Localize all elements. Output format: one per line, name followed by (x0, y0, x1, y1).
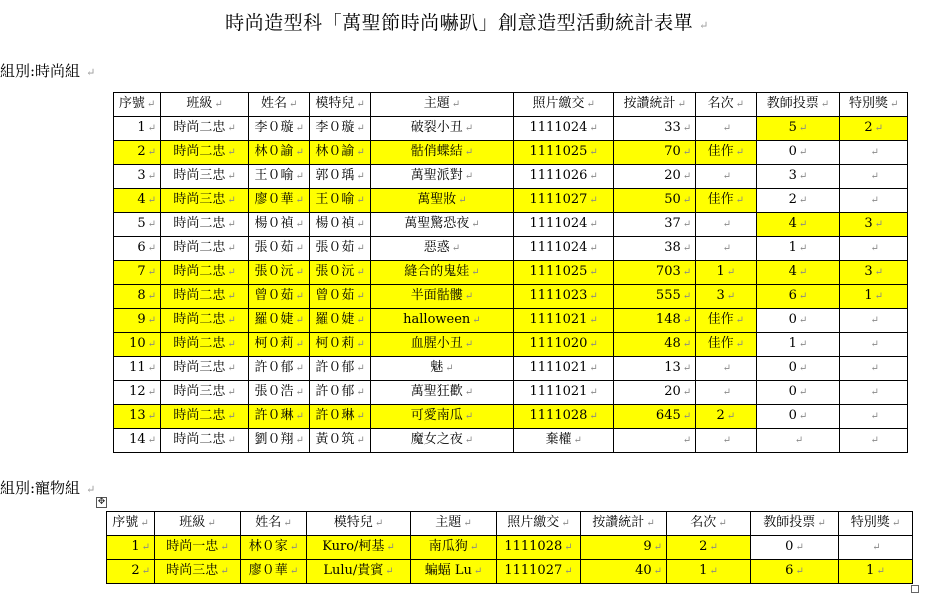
table-cell[interactable]: 廖０華 ↵ (241, 560, 307, 584)
table-cell[interactable]: 1 ↵ (696, 261, 756, 285)
table-cell[interactable]: 1 ↵ (107, 536, 155, 560)
table-cell[interactable]: 血腥小丑 ↵ (370, 333, 513, 357)
table-cell[interactable]: ↵ (840, 405, 908, 429)
table-cell[interactable]: 40 ↵ (581, 560, 667, 584)
table-cell[interactable]: 許０琳 ↵ (310, 405, 370, 429)
table-cell[interactable]: 0 ↵ (756, 141, 840, 165)
table-cell[interactable]: ↵ (614, 429, 696, 453)
column-header[interactable]: 特別獎 ↵ (840, 93, 908, 117)
table-row (114, 429, 908, 453)
table-cell[interactable]: 8 ↵ (114, 285, 161, 309)
table-cell[interactable]: 50 ↵ (614, 189, 696, 213)
table-cell[interactable]: 4 ↵ (756, 261, 840, 285)
table-cell[interactable]: 張０浩 ↵ (249, 381, 310, 405)
table-cell[interactable]: ↵ (696, 237, 756, 261)
table-row (114, 165, 908, 189)
table-cell[interactable]: 1111027 ↵ (514, 189, 614, 213)
table-cell[interactable]: 1111020 ↵ (514, 333, 614, 357)
column-header[interactable]: 教師投票 ↵ (756, 93, 840, 117)
table-cell[interactable]: ↵ (756, 429, 840, 453)
table-cell[interactable]: 48 ↵ (614, 333, 696, 357)
table-cell[interactable]: 萬聖妝 ↵ (370, 189, 513, 213)
table-cell[interactable]: 曾０茹 ↵ (310, 285, 370, 309)
table-cell[interactable]: ↵ (696, 117, 756, 141)
table-cell[interactable]: 1111028 ↵ (497, 536, 581, 560)
table-cell[interactable]: ↵ (839, 536, 913, 560)
table-cell[interactable]: 時尚三忠 ↵ (161, 381, 249, 405)
table-cell[interactable]: ↵ (840, 141, 908, 165)
column-header[interactable]: 班級 ↵ (155, 512, 241, 536)
table-cell[interactable]: 許０郁 ↵ (249, 357, 310, 381)
table-cell[interactable]: 0 ↵ (756, 357, 840, 381)
table-cell[interactable]: 7 ↵ (114, 261, 161, 285)
table-cell[interactable]: 可愛南瓜 ↵ (370, 405, 513, 429)
table-cell[interactable]: 時尚二忠 ↵ (161, 237, 249, 261)
table-cell[interactable]: 11 ↵ (114, 357, 161, 381)
table-cell[interactable]: 0 ↵ (756, 381, 840, 405)
table-row (107, 560, 913, 584)
table-cell[interactable]: 6 ↵ (751, 560, 839, 584)
table-cell[interactable]: 曾０茹 ↵ (249, 285, 310, 309)
table-cell[interactable]: 魅 ↵ (370, 357, 513, 381)
table-cell[interactable]: 許０郁 ↵ (310, 381, 370, 405)
table-row (114, 213, 908, 237)
table-cell[interactable]: 2 ↵ (114, 141, 161, 165)
table-cell[interactable]: 時尚一忠 ↵ (155, 536, 241, 560)
table-cell[interactable]: 時尚三忠 ↵ (155, 560, 241, 584)
table-cell[interactable]: 林０諭 ↵ (310, 141, 370, 165)
table-cell[interactable]: 破裂小丑 ↵ (370, 117, 513, 141)
column-header[interactable]: 主題 ↵ (411, 512, 497, 536)
table-cell[interactable]: 時尚三忠 ↵ (161, 189, 249, 213)
table-cell[interactable]: 楊０禎 ↵ (310, 213, 370, 237)
table-cell[interactable]: 時尚二忠 ↵ (161, 429, 249, 453)
table-cell[interactable]: 佳作 ↵ (696, 189, 756, 213)
table-cell[interactable]: 38 ↵ (614, 237, 696, 261)
table-cell[interactable]: 骷俏蝶結 ↵ (370, 141, 513, 165)
table-cell[interactable]: 37 ↵ (614, 213, 696, 237)
table-cell[interactable]: 703 ↵ (614, 261, 696, 285)
table-cell[interactable]: 時尚二忠 ↵ (161, 405, 249, 429)
table-cell[interactable]: 萬聖狂歡 ↵ (370, 381, 513, 405)
table-cell[interactable]: 5 ↵ (756, 117, 840, 141)
table-cell[interactable]: 李０璇 ↵ (310, 117, 370, 141)
column-header[interactable]: 按讚統計 ↵ (581, 512, 667, 536)
table-cell[interactable]: 羅０婕 ↵ (310, 309, 370, 333)
column-header[interactable]: 模特兒 ↵ (307, 512, 411, 536)
column-header[interactable]: 姓名 ↵ (249, 93, 310, 117)
table-cell[interactable]: 1111024 ↵ (514, 213, 614, 237)
table-cell[interactable]: 羅０婕 ↵ (249, 309, 310, 333)
table-cell[interactable]: 1 ↵ (840, 285, 908, 309)
column-header[interactable]: 按讚統計 ↵ (614, 93, 696, 117)
table-cell[interactable]: 張０茹 ↵ (310, 237, 370, 261)
table-cell[interactable]: 9 ↵ (114, 309, 161, 333)
table-cell[interactable]: 10 ↵ (114, 333, 161, 357)
table-cell[interactable]: 13 ↵ (114, 405, 161, 429)
column-header[interactable]: 名次 ↵ (667, 512, 751, 536)
table-cell[interactable]: 555 ↵ (614, 285, 696, 309)
table-cell[interactable]: ↵ (840, 357, 908, 381)
document-title: 時尚造型科「萬聖節時尚嚇趴」創意造型活動統計表單 ↵ (225, 12, 709, 34)
table-cell[interactable]: 時尚二忠 ↵ (161, 285, 249, 309)
table-cell[interactable]: 李０璇 ↵ (249, 117, 310, 141)
table-cell[interactable]: 張０沅 ↵ (249, 261, 310, 285)
table-cell[interactable]: 縫合的鬼娃 ↵ (370, 261, 513, 285)
table-row (114, 285, 908, 309)
table-row (114, 333, 908, 357)
move-handle-icon[interactable]: ✥ (97, 497, 106, 507)
table-cell[interactable]: 時尚三忠 ↵ (161, 165, 249, 189)
column-header[interactable]: 特別獎 ↵ (839, 512, 913, 536)
table-cell[interactable]: 1111021 ↵ (514, 381, 614, 405)
table-cell[interactable]: 3 ↵ (696, 285, 756, 309)
fashion-group-table (113, 92, 908, 453)
table-cell[interactable]: 70 ↵ (614, 141, 696, 165)
table-cell[interactable]: 645 ↵ (614, 405, 696, 429)
table-cell[interactable]: 3 ↵ (114, 165, 161, 189)
table-cell[interactable]: ↵ (696, 357, 756, 381)
table-cell[interactable]: halloween ↵ (370, 309, 513, 333)
table-cell[interactable]: 13 ↵ (614, 357, 696, 381)
table-cell[interactable]: 楊０禎 ↵ (249, 213, 310, 237)
table-cell[interactable]: 張０茹 ↵ (249, 237, 310, 261)
table-cell[interactable]: 2 ↵ (667, 536, 751, 560)
table-cell[interactable]: Lulu/貴賓 ↵ (307, 560, 411, 584)
column-header[interactable]: 序號 ↵ (114, 93, 161, 117)
column-header[interactable]: 教師投票 ↵ (751, 512, 839, 536)
table-row (114, 141, 908, 165)
table-row (114, 357, 908, 381)
table-cell[interactable]: 林０諭 ↵ (249, 141, 310, 165)
table-header-row (114, 93, 908, 117)
table-cell[interactable]: 1 ↵ (756, 333, 840, 357)
table-row (114, 189, 908, 213)
table-row (114, 309, 908, 333)
table-cell[interactable]: 20 ↵ (614, 381, 696, 405)
column-header[interactable]: 主題 ↵ (370, 93, 513, 117)
table-cell[interactable]: 1111026 ↵ (514, 165, 614, 189)
table-cell[interactable]: ↵ (840, 237, 908, 261)
table-cell[interactable]: 2 ↵ (696, 405, 756, 429)
table-cell[interactable]: 2 ↵ (840, 117, 908, 141)
table-cell[interactable]: 148 ↵ (614, 309, 696, 333)
table-cell[interactable]: 6 ↵ (756, 285, 840, 309)
table-cell[interactable]: 時尚二忠 ↵ (161, 141, 249, 165)
table-cell[interactable]: 3 ↵ (756, 165, 840, 189)
table-cell[interactable]: 4 ↵ (756, 213, 840, 237)
table-cell[interactable]: 許０琳 ↵ (249, 405, 310, 429)
column-header[interactable]: 名次 ↵ (696, 93, 756, 117)
table-cell[interactable]: 1111024 ↵ (514, 117, 614, 141)
table-cell[interactable]: 4 ↵ (114, 189, 161, 213)
table-cell[interactable]: 惡惑 ↵ (370, 237, 513, 261)
column-header[interactable]: 姓名 ↵ (241, 512, 307, 536)
table-cell[interactable]: 6 ↵ (114, 237, 161, 261)
table-cell[interactable]: 廖０華 ↵ (249, 189, 310, 213)
resize-handle-icon[interactable] (911, 585, 919, 593)
column-header[interactable]: 序號 ↵ (107, 512, 155, 536)
table-cell[interactable]: 棄權 ↵ (514, 429, 614, 453)
table-cell[interactable]: 黃０筑 ↵ (310, 429, 370, 453)
table-cell[interactable]: 佳作 ↵ (696, 309, 756, 333)
table-cell[interactable]: 1111021 ↵ (514, 357, 614, 381)
column-header[interactable]: 班級 ↵ (161, 93, 249, 117)
table-cell[interactable]: 14 ↵ (114, 429, 161, 453)
table-cell[interactable]: ↵ (840, 309, 908, 333)
table-cell[interactable]: 時尚二忠 ↵ (161, 213, 249, 237)
table-cell[interactable]: 時尚二忠 ↵ (161, 309, 249, 333)
table-cell[interactable]: 1111027 ↵ (497, 560, 581, 584)
table-cell[interactable]: 1111025 ↵ (514, 141, 614, 165)
table-cell[interactable]: ↵ (696, 381, 756, 405)
table-cell[interactable]: ↵ (696, 165, 756, 189)
table-cell[interactable]: 南瓜狗 ↵ (411, 536, 497, 560)
pet-group-table (106, 511, 913, 584)
table-row (114, 405, 908, 429)
table-cell[interactable]: ↵ (696, 429, 756, 453)
table-row (114, 381, 908, 405)
table-cell[interactable]: ↵ (840, 333, 908, 357)
table-row (114, 237, 908, 261)
table-cell[interactable]: 王０喻 ↵ (310, 189, 370, 213)
table-cell[interactable]: 萬聖派對 ↵ (370, 165, 513, 189)
table-cell[interactable]: 1111025 ↵ (514, 261, 614, 285)
table-cell[interactable]: 0 ↵ (756, 309, 840, 333)
table-cell[interactable]: 1111028 ↵ (514, 405, 614, 429)
column-header[interactable]: 模特兒 ↵ (310, 93, 370, 117)
table-cell[interactable]: 半面骷髏 ↵ (370, 285, 513, 309)
table-row (107, 536, 913, 560)
table-cell[interactable]: 1111023 ↵ (514, 285, 614, 309)
table-cell[interactable]: 12 ↵ (114, 381, 161, 405)
table-cell[interactable]: ↵ (840, 429, 908, 453)
fashion-group-label: 組別:時尚組 ↵ (0, 62, 96, 80)
table-cell[interactable]: 時尚二忠 ↵ (161, 117, 249, 141)
table-cell[interactable]: 時尚二忠 ↵ (161, 333, 249, 357)
table-cell[interactable]: 許０郁 ↵ (310, 357, 370, 381)
table-cell[interactable]: 魔女之夜 ↵ (370, 429, 513, 453)
table-cell[interactable]: Kuro/柯基 ↵ (307, 536, 411, 560)
table-cell[interactable]: 佳作 ↵ (696, 333, 756, 357)
table-cell[interactable]: 郭０瑀 ↵ (310, 165, 370, 189)
table-header-row (107, 512, 913, 536)
table-cell[interactable]: ↵ (696, 213, 756, 237)
table-cell[interactable]: 3 ↵ (840, 213, 908, 237)
table-cell[interactable]: 1 ↵ (756, 237, 840, 261)
table-cell[interactable]: 時尚二忠 ↵ (161, 261, 249, 285)
table-cell[interactable]: 33 ↵ (614, 117, 696, 141)
table-row (114, 117, 908, 141)
table-cell[interactable]: 5 ↵ (114, 213, 161, 237)
table-cell[interactable]: 張０沅 ↵ (310, 261, 370, 285)
table-row (114, 261, 908, 285)
column-header[interactable]: 照片繳交 ↵ (497, 512, 581, 536)
pet-group-label: 組別:寵物組 ↵ (0, 479, 96, 497)
table-cell[interactable]: 時尚三忠 ↵ (161, 357, 249, 381)
table-cell[interactable]: 2 ↵ (756, 189, 840, 213)
table-cell[interactable]: ↵ (840, 165, 908, 189)
table-cell[interactable]: 劉０翔 ↵ (249, 429, 310, 453)
table-cell[interactable]: 1111024 ↵ (514, 237, 614, 261)
table-cell[interactable]: 0 ↵ (751, 536, 839, 560)
table-cell[interactable]: 9 ↵ (581, 536, 667, 560)
table-cell[interactable]: 佳作 ↵ (696, 141, 756, 165)
table-cell[interactable]: 1 ↵ (667, 560, 751, 584)
table-cell[interactable]: 蝙蝠 Lu ↵ (411, 560, 497, 584)
column-header[interactable]: 照片繳交 ↵ (514, 93, 614, 117)
table-cell[interactable]: ↵ (840, 189, 908, 213)
table-cell[interactable]: 王０喻 ↵ (249, 165, 310, 189)
table-cell[interactable]: 3 ↵ (840, 261, 908, 285)
table-cell[interactable]: 林０家 ↵ (241, 536, 307, 560)
table-cell[interactable]: ↵ (840, 381, 908, 405)
table-cell[interactable]: 1 ↵ (114, 117, 161, 141)
table-cell[interactable]: 2 ↵ (107, 560, 155, 584)
table-cell[interactable]: 1111021 ↵ (514, 309, 614, 333)
table-cell[interactable]: 柯０莉 ↵ (249, 333, 310, 357)
table-cell[interactable]: 柯０莉 ↵ (310, 333, 370, 357)
table-cell[interactable]: 0 ↵ (756, 405, 840, 429)
table-cell[interactable]: 1 ↵ (839, 560, 913, 584)
table-cell[interactable]: 萬聖驚恐夜 ↵ (370, 213, 513, 237)
table-cell[interactable]: 20 ↵ (614, 165, 696, 189)
